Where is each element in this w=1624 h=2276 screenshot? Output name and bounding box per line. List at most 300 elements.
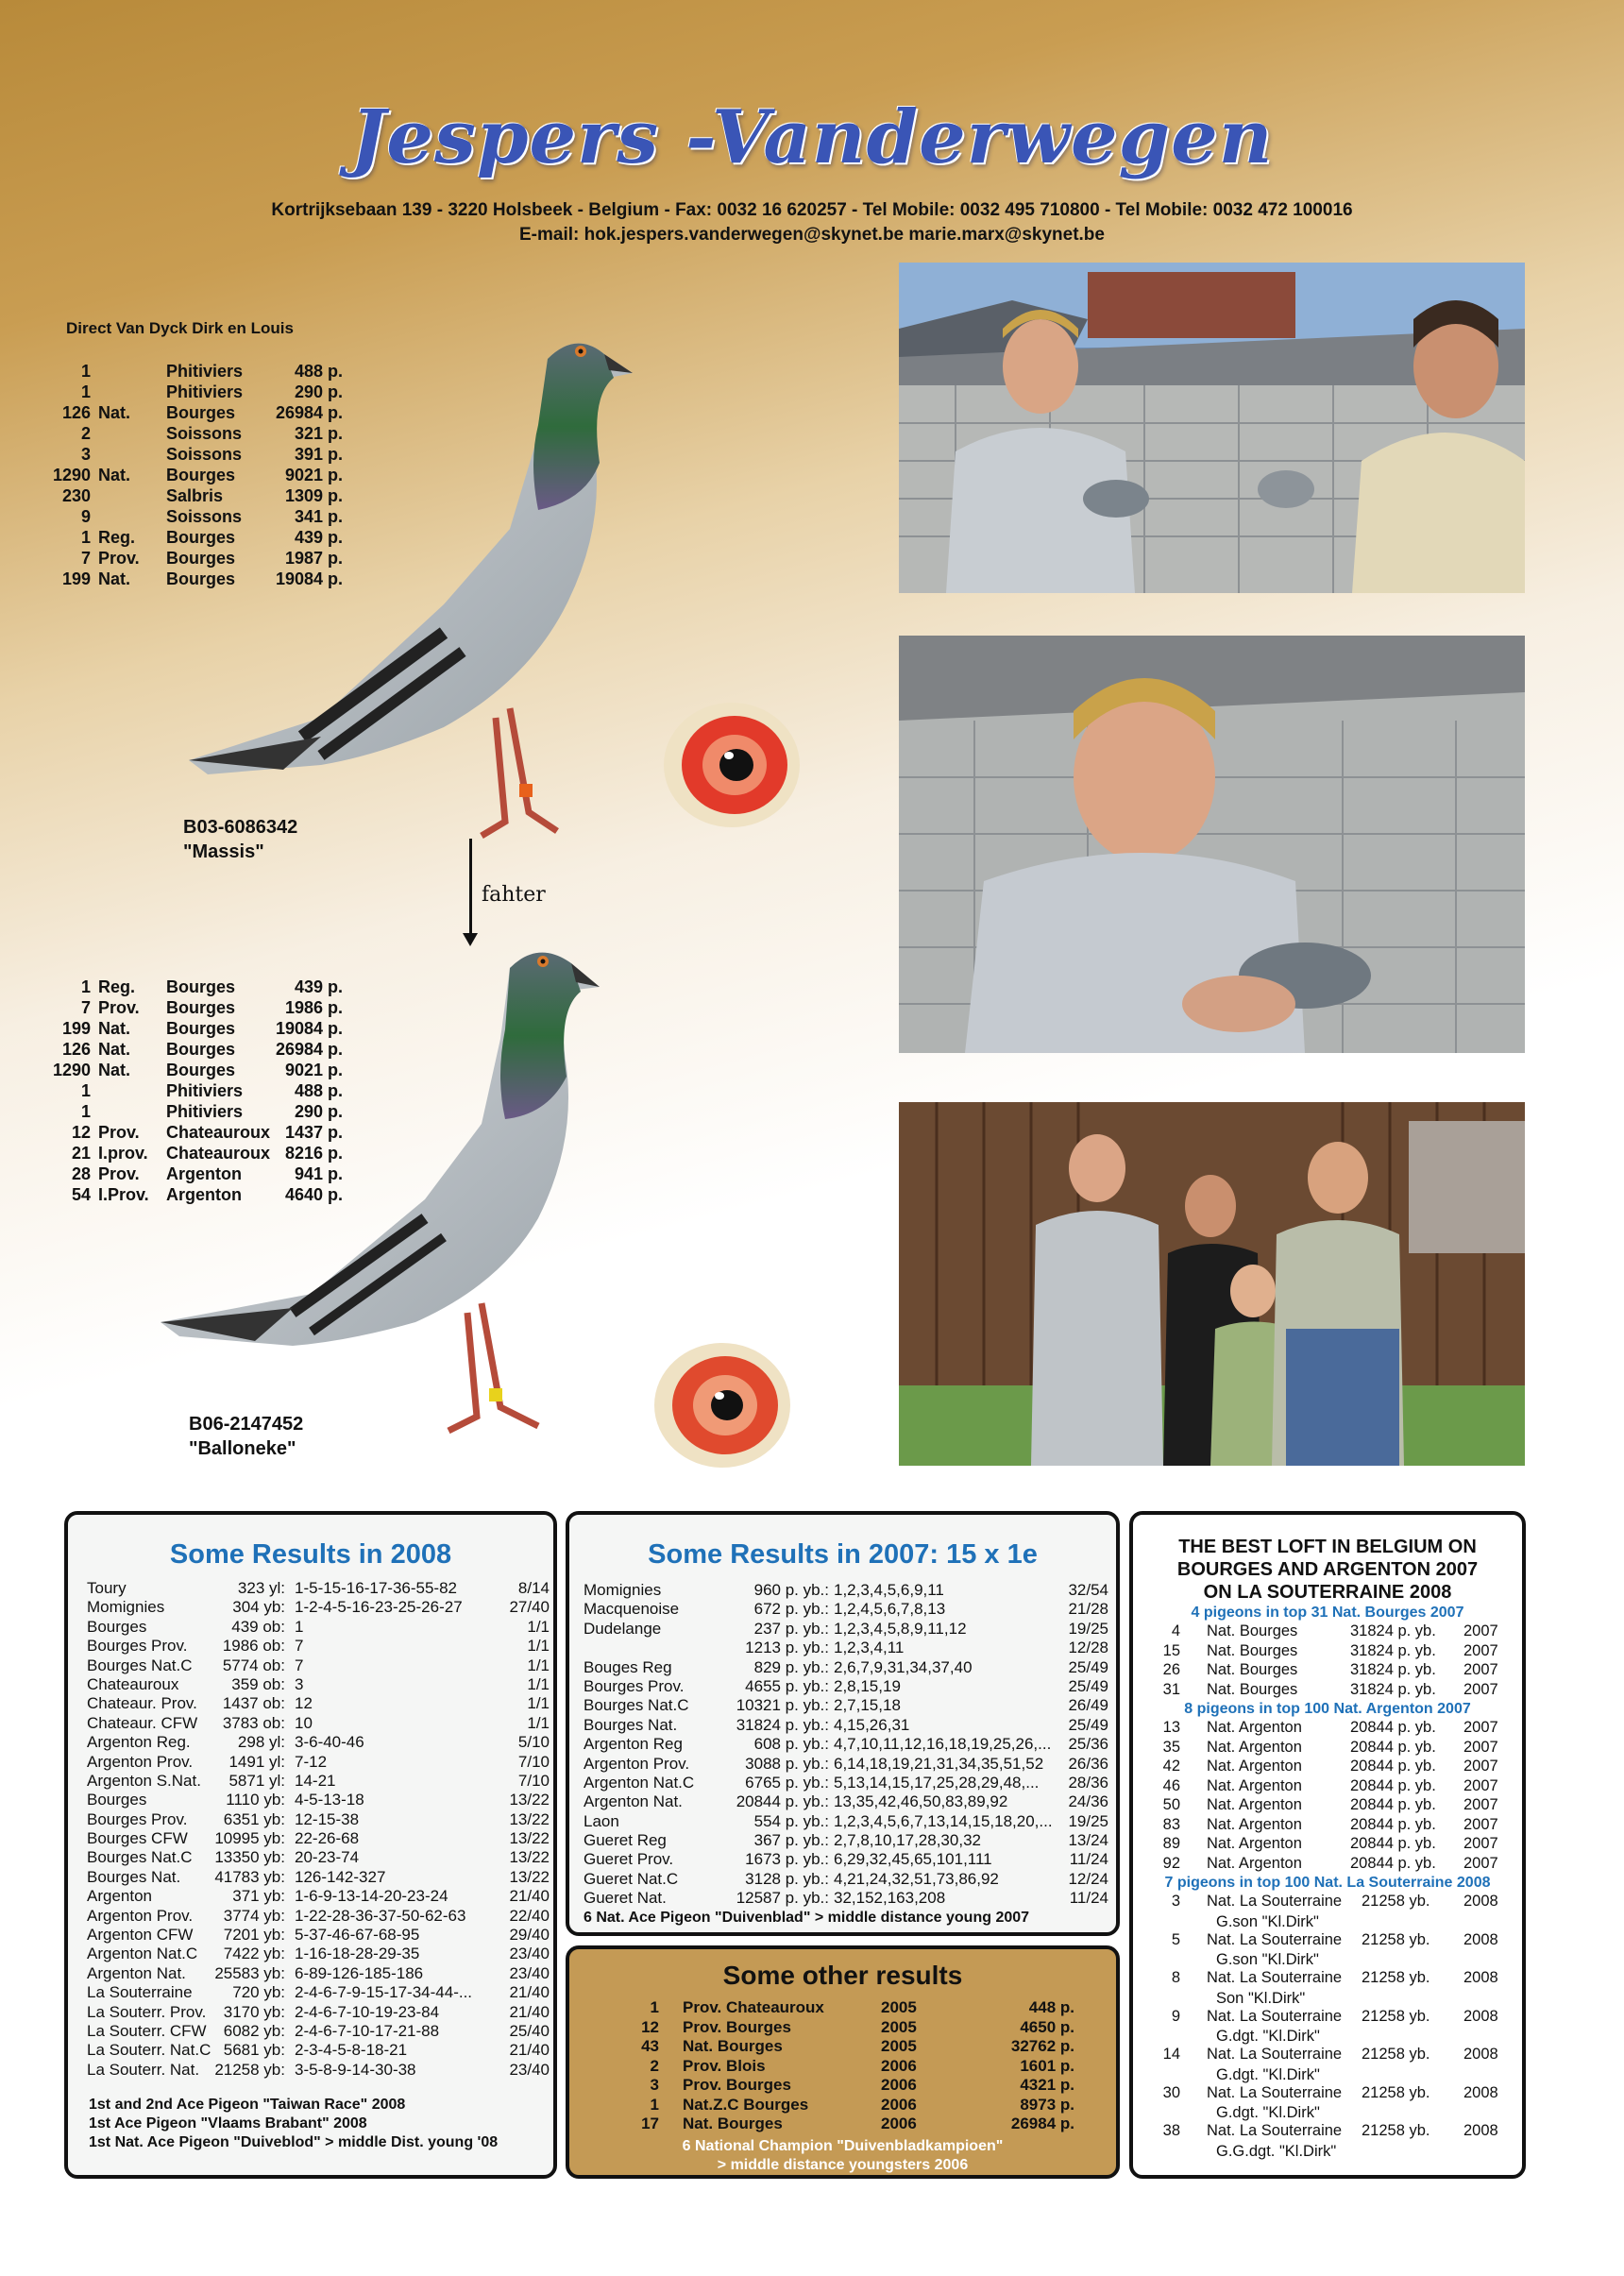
list-item (1142, 1758, 1513, 1777)
result-race: Bourges (166, 1019, 236, 1038)
result-race: Soissons (166, 424, 243, 443)
birds-cell: 1673 p. yb.: (745, 1850, 829, 1869)
birds-cell: 25583 yb: (214, 1963, 285, 1982)
score-cell: 26/36 (1068, 1754, 1108, 1773)
year-cell: 2007 (1463, 1719, 1498, 1736)
race-cell: Nat. Argenton (1207, 1719, 1302, 1736)
places-cell: 4,7,10,11,12,16,18,19,25,26,... (834, 1735, 1052, 1754)
rank-cell: 83 (1162, 1815, 1180, 1833)
year-cell: 2007 (1463, 1815, 1498, 1833)
table-row (87, 2041, 550, 2060)
race-cell: Nat. Argenton (1207, 1738, 1302, 1756)
birds-cell: 1601 p. (1020, 2056, 1074, 2075)
result-level: Reg. (98, 528, 136, 547)
list-item (1142, 1855, 1513, 1875)
table-row (584, 1870, 1112, 1889)
result-race: Soissons (166, 445, 243, 464)
birds-cell: 4655 p. yb.: (745, 1676, 829, 1695)
score-cell: 24/36 (1068, 1792, 1108, 1811)
result-race: Chateauroux (166, 1144, 271, 1163)
places-cell: 3 (295, 1674, 304, 1693)
year-cell: 2007 (1463, 1776, 1498, 1794)
year-cell: 2008 (1463, 1969, 1498, 1986)
birds-cell: 371 yb: (232, 1887, 285, 1906)
table-row (584, 1774, 1112, 1792)
year-cell: 2005 (881, 1998, 917, 2016)
table-row (584, 1696, 1112, 1715)
best-loft-list (1133, 1604, 1522, 2161)
race-cell: Argenton Nat. (87, 1963, 186, 1982)
list-item (1142, 2046, 1513, 2065)
birds-cell: 26984 p. (1010, 2115, 1074, 2132)
birds-cell: 298 yl: (237, 1733, 285, 1752)
year-cell: 2008 (1463, 1893, 1498, 1910)
result-level: Prov. (98, 549, 140, 568)
table-row (87, 1810, 550, 1829)
race-cell: Bourges (87, 1791, 147, 1809)
note-line: Son "Kl.Dirk" (1216, 1989, 1306, 2007)
race-cell: Argenton CFW (87, 1926, 194, 1945)
score-cell: 13/22 (509, 1829, 550, 1848)
result-birds: 439 p. (294, 977, 343, 996)
result-race: Argenton (166, 1164, 242, 1183)
places-cell: 2-4-6-7-10-19-23-84 (295, 2002, 440, 2021)
score-cell: 11/24 (1069, 1889, 1108, 1908)
list-item (1142, 1969, 1513, 1989)
result-rank: 1 (80, 1102, 91, 1121)
result-level: Nat. (98, 1061, 131, 1079)
race-cell: Nat. La Souterraine (1207, 1893, 1343, 1910)
score-cell: 12/24 (1068, 1869, 1108, 1888)
score-cell: 12/28 (1068, 1639, 1108, 1657)
race-cell: Momignies (584, 1581, 662, 1599)
score-cell: 25/36 (1068, 1735, 1108, 1754)
pigeon2-name: "Balloneke" (189, 1438, 296, 1459)
year-cell: 2007 (1463, 1738, 1498, 1756)
places-cell: 2-4-6-7-9-15-17-34-44-... (295, 1983, 473, 2002)
table-row (598, 2037, 1089, 2057)
places-cell: 6-89-126-185-186 (295, 1963, 424, 1982)
birds-cell: 31824 p. yb. (1350, 1622, 1436, 1639)
birds-cell: 21258 yb. (1362, 2046, 1430, 2063)
result-rank: 230 (61, 486, 91, 505)
table-row (87, 1887, 550, 1906)
birds-cell: 3128 p. yb.: (745, 1869, 829, 1888)
year-cell: 2007 (1463, 1854, 1498, 1872)
birds-cell: 20844 p. yb.: (736, 1792, 829, 1811)
score-cell: 7/10 (517, 1752, 550, 1771)
race-cell: La Souterr. Nat.C (87, 2041, 211, 2060)
places-cell: 20-23-74 (295, 1848, 360, 1867)
other-results-title: Some other results (722, 1961, 963, 1990)
score-cell: 23/40 (509, 2060, 550, 2079)
race-cell: Nat. Bourges (1207, 1622, 1298, 1639)
rank-cell: 1 (650, 1998, 659, 2016)
race-cell: Bourges Nat. (87, 1867, 181, 1886)
score-cell: 13/22 (509, 1791, 550, 1809)
places-cell: 2-4-6-7-10-17-21-88 (295, 2021, 440, 2040)
rank-cell: 38 (1162, 2122, 1180, 2139)
result-level: Nat. (98, 1019, 131, 1038)
note-line: G.son "Kl.Dirk" (1216, 1951, 1319, 1968)
rank-cell: 3 (1171, 1893, 1180, 1910)
result-birds: 1987 p. (284, 549, 343, 568)
birds-cell: 829 p. yb.: (753, 1657, 829, 1676)
rank-cell: 46 (1162, 1776, 1180, 1794)
results-2007-panel (566, 1511, 1120, 1936)
result-birds: 391 p. (294, 445, 343, 464)
best-head-line3: ON LA SOUTERRAINE 2008 (1203, 1582, 1452, 1603)
birds-cell: 31824 p. yb. (1350, 1661, 1436, 1678)
race-cell: Nat. Argenton (1207, 1854, 1302, 1872)
result-race: Bourges (166, 1061, 236, 1079)
race-cell: Argenton Nat.C (584, 1773, 695, 1792)
list-item (1142, 1719, 1513, 1739)
birds-cell: 5774 ob: (222, 1656, 285, 1674)
result-race: Bourges (166, 998, 236, 1017)
birds-cell: 3774 yb: (223, 1906, 285, 1925)
year-cell: 2008 (1463, 2007, 1498, 2025)
list-item (1142, 1893, 1513, 1912)
rank-cell: 92 (1162, 1854, 1180, 1872)
places-cell: 2,7,8,10,17,28,30,32 (834, 1831, 981, 1850)
birds-cell: 6765 p. yb.: (745, 1773, 829, 1792)
rank-cell: 26 (1162, 1661, 1180, 1678)
result-level: Prov. (98, 1123, 140, 1142)
birds-cell: 21258 yb: (214, 2060, 285, 2079)
race-cell: Prov. Chateauroux (683, 1998, 824, 2016)
rank-cell: 13 (1162, 1719, 1180, 1736)
note-line: G.dgt. "Kl.Dirk" (1216, 2065, 1320, 2083)
table-row (87, 1753, 550, 1772)
race-cell: Chateaur. CFW (87, 1713, 198, 1732)
result-race: Soissons (166, 507, 243, 526)
table-row (87, 1772, 550, 1791)
score-cell: 28/36 (1068, 1773, 1108, 1792)
results-2007-ace: 6 Nat. Ace Pigeon "Duivenblad" > middle distance young 2007 (584, 1910, 1030, 1926)
score-cell: 23/40 (509, 1963, 550, 1982)
result-race: Bourges (166, 1040, 236, 1059)
places-cell: 1,2,4,5,6,7,8,13 (834, 1600, 946, 1619)
result-birds: 9021 p. (284, 466, 343, 484)
places-cell: 4-5-13-18 (295, 1791, 364, 1809)
race-cell: Nat. La Souterraine (1207, 1969, 1343, 1986)
places-cell: 1-16-18-28-29-35 (295, 1945, 420, 1963)
rank-cell: 9 (1171, 2007, 1180, 2025)
birds-cell: 3170 yb: (223, 2002, 285, 2021)
table-row (87, 1656, 550, 1675)
result-race: Salbris (166, 486, 224, 505)
birds-cell: 608 p. yb.: (753, 1735, 829, 1754)
table-row (584, 1792, 1112, 1811)
birds-cell: 13350 yb: (214, 1848, 285, 1867)
birds-cell: 1437 ob: (222, 1694, 285, 1713)
other-results-table (598, 1998, 1089, 2134)
results-2008-table (87, 1579, 550, 2080)
table-row (584, 1850, 1112, 1869)
ace-line: 1st and 2nd Ace Pigeon "Taiwan Race" 2008 (89, 2097, 406, 2113)
table-row (584, 1889, 1112, 1908)
table-row (87, 1926, 550, 1945)
birds-cell: 1491 yl: (228, 1752, 285, 1771)
list-item (1142, 1739, 1513, 1758)
list-item (1142, 1661, 1513, 1681)
best-loft-panel (1129, 1511, 1526, 2179)
race-cell: Gueret Prov. (584, 1850, 674, 1869)
result-birds: 19084 p. (275, 1019, 343, 1038)
places-cell: 3-5-8-9-14-30-38 (295, 2060, 416, 2079)
score-cell: 1/1 (527, 1674, 550, 1693)
result-race: Bourges (166, 549, 236, 568)
race-cell: Nat. Argenton (1207, 1796, 1302, 1813)
result-level: Prov. (98, 1164, 140, 1183)
results-2007-table (584, 1581, 1112, 1909)
table-row (87, 2003, 550, 2022)
result-rank: 199 (61, 569, 91, 588)
table-row (87, 1579, 550, 1598)
table-row (584, 1831, 1112, 1850)
race-cell: Nat.Z.C Bourges (683, 2095, 809, 2114)
race-cell: Bourges CFW (87, 1829, 188, 1848)
race-cell: Nat. Bourges (683, 2037, 783, 2055)
lineage-label: Direct Van Dyck Dirk en Louis (66, 319, 294, 337)
score-cell: 25/40 (509, 2021, 550, 2040)
table-row (87, 1964, 550, 1983)
rank-cell: 42 (1162, 1758, 1180, 1775)
list-item (1142, 1835, 1513, 1855)
result-rank: 21 (71, 1144, 91, 1163)
table-row (87, 1983, 550, 2002)
places-cell: 1-5-15-16-17-36-55-82 (295, 1579, 457, 1597)
table-row (584, 1735, 1112, 1754)
race-cell: Nat. La Souterraine (1207, 2046, 1343, 2063)
rank-cell: 5 (1171, 1930, 1180, 1948)
table-row (87, 1791, 550, 1809)
birds-cell: 4321 p. (1020, 2076, 1074, 2094)
result-birds: 488 p. (294, 362, 343, 381)
result-rank: 7 (80, 998, 91, 1017)
score-cell: 25/49 (1068, 1657, 1108, 1676)
places-cell: 1,2,3,4,5,6,7,13,14,15,18,20,... (834, 1811, 1053, 1830)
score-cell: 25/49 (1068, 1715, 1108, 1734)
result-race: Bourges (166, 466, 236, 484)
contact-address: Kortrijksebaan 139 - 3220 Holsbeek - Belgium - Fax: 0032 16 620257 - Tel Mobile: 0032 495 710800 - Tel Mobile: 0032 472 100016 (271, 200, 1353, 220)
score-cell: 1/1 (527, 1617, 550, 1636)
score-cell: 1/1 (527, 1656, 550, 1674)
list-item (1142, 1777, 1513, 1797)
year-cell: 2006 (881, 2056, 917, 2075)
table-row (584, 1677, 1112, 1696)
places-cell: 6,14,18,19,21,31,34,35,51,52 (834, 1754, 1044, 1773)
score-cell: 25/49 (1068, 1676, 1108, 1695)
birds-cell: 20844 p. yb. (1350, 1776, 1436, 1794)
result-birds: 290 p. (294, 382, 343, 401)
table-row (584, 1812, 1112, 1831)
best-subtitle: 4 pigeons in top 31 Nat. Bourges 2007 (1191, 1605, 1464, 1621)
places-cell: 1,2,3,4,5,8,9,11,12 (834, 1619, 967, 1638)
score-cell: 11/24 (1069, 1850, 1108, 1869)
table-row (87, 1848, 550, 1867)
result-race: Argenton (166, 1185, 242, 1204)
birds-cell: 21258 yb. (1362, 2007, 1430, 2025)
score-cell: 13/22 (509, 1848, 550, 1867)
result-rank: 7 (80, 549, 91, 568)
year-cell: 2007 (1463, 1758, 1498, 1775)
race-cell: Nat. Bourges (683, 2115, 783, 2132)
note-line: G.dgt. "Kl.Dirk" (1216, 2028, 1320, 2045)
result-birds: 4640 p. (284, 1185, 343, 1204)
score-cell: 21/28 (1068, 1600, 1108, 1619)
rank-cell: 8 (1171, 1969, 1180, 1986)
table-row (584, 1620, 1112, 1639)
birds-cell: 20844 p. yb. (1350, 1854, 1436, 1872)
list-item (1142, 2122, 1513, 2142)
race-cell: Argenton Prov. (584, 1754, 690, 1773)
list-item (1142, 1642, 1513, 1662)
birds-cell: 20844 p. yb. (1350, 1758, 1436, 1775)
result-level: Reg. (98, 977, 136, 996)
birds-cell: 323 yl: (237, 1579, 285, 1597)
race-cell: Bourges Nat.C (87, 1656, 193, 1674)
birds-cell: 1986 ob: (222, 1637, 285, 1656)
note-line: G.G.dgt. "Kl.Dirk" (1216, 2142, 1337, 2160)
race-cell: Nat. Bourges (1207, 1680, 1298, 1698)
race-cell: Nat. La Souterraine (1207, 1930, 1343, 1948)
result-birds: 1986 p. (284, 998, 343, 1017)
year-cell: 2006 (881, 2115, 917, 2132)
race-cell: Gueret Nat. (584, 1889, 667, 1908)
rank-cell: 2 (650, 2056, 659, 2075)
birds-cell: 448 p. (1028, 1998, 1074, 2016)
champion-line2: > middle distance youngsters 2006 (717, 2157, 969, 2173)
other-results-panel (566, 1945, 1120, 2179)
result-level: Prov. (98, 998, 140, 1017)
rank-cell: 3 (650, 2076, 659, 2094)
birds-cell: 31824 p. yb. (1350, 1641, 1436, 1659)
result-race: Phitiviers (166, 382, 244, 401)
places-cell: 4,15,26,31 (834, 1715, 910, 1734)
race-cell: Bourges Nat. (584, 1715, 678, 1734)
birds-cell: 1213 p. yb.: (745, 1639, 829, 1657)
birds-cell: 3783 ob: (222, 1713, 285, 1732)
list-item (1142, 1796, 1513, 1816)
result-rank: 1 (80, 362, 91, 381)
score-cell: 8/14 (517, 1579, 550, 1597)
best-subtitle: 8 pigeons in top 100 Nat. Argenton 2007 (1184, 1701, 1471, 1717)
rank-cell: 43 (641, 2037, 659, 2055)
result-race: Phitiviers (166, 1102, 244, 1121)
birds-cell: 960 p. yb.: (753, 1581, 829, 1599)
year-cell: 2008 (1463, 1930, 1498, 1948)
places-cell: 32,152,163,208 (834, 1889, 946, 1908)
table-row (87, 1637, 550, 1656)
photo-family (899, 1102, 1525, 1466)
places-cell: 2,7,15,18 (834, 1696, 901, 1715)
result-race: Chateauroux (166, 1123, 271, 1142)
table-row (598, 2076, 1089, 2096)
birds-cell: 359 ob: (231, 1674, 285, 1693)
result-race: Bourges (166, 403, 236, 422)
result-level: I.Prov. (98, 1185, 149, 1204)
race-cell: Nat. La Souterraine (1207, 2083, 1343, 2101)
birds-cell: 41783 yb: (214, 1867, 285, 1886)
rank-cell: 12 (641, 2017, 659, 2036)
result-race: Phitiviers (166, 1081, 244, 1100)
result-birds: 19084 p. (275, 569, 343, 588)
places-cell: 5,13,14,15,17,25,28,29,48,... (834, 1773, 1040, 1792)
table-row (584, 1581, 1112, 1600)
places-cell: 7-12 (295, 1752, 328, 1771)
race-cell: Bourges Nat.C (87, 1848, 193, 1867)
race-cell: Chateauroux (87, 1674, 179, 1693)
table-row (87, 2022, 550, 2041)
birds-cell: 10321 p. yb.: (736, 1696, 829, 1715)
places-cell: 1,2,3,4,11 (834, 1639, 905, 1657)
rank-cell: 50 (1162, 1796, 1180, 1813)
places-cell: 12 (295, 1694, 313, 1713)
score-cell: 21/40 (509, 2002, 550, 2021)
year-cell: 2006 (881, 2095, 917, 2114)
results-2008-title: Some Results in 2008 (169, 1539, 452, 1570)
places-cell: 4,21,24,32,51,73,86,92 (834, 1869, 999, 1888)
result-birds: 26984 p. (275, 1040, 343, 1059)
table-row (584, 1755, 1112, 1774)
birds-cell: 6082 yb: (223, 2021, 285, 2040)
table-row (87, 1598, 550, 1617)
best-head-line2: BOURGES AND ARGENTON 2007 (1176, 1559, 1479, 1580)
result-level: Nat. (98, 569, 131, 588)
rank-cell: 14 (1162, 2046, 1180, 2063)
relation-label: fahter (482, 883, 546, 907)
year-cell: 2007 (1463, 1661, 1498, 1678)
rank-cell: 31 (1162, 1680, 1180, 1698)
table-row (87, 1829, 550, 1848)
result-birds: 941 p. (294, 1164, 343, 1183)
race-cell: Prov. Bourges (683, 2017, 791, 2036)
places-cell: 7 (295, 1656, 304, 1674)
result-birds: 290 p. (294, 1102, 343, 1121)
birds-cell: 21258 yb. (1362, 1930, 1430, 1948)
result-rank: 12 (71, 1123, 91, 1142)
result-level: Nat. (98, 1040, 131, 1059)
result-birds: 439 p. (294, 528, 343, 547)
result-level: I.prov. (98, 1144, 148, 1163)
race-cell: Gueret Reg (584, 1831, 667, 1850)
contact-email: E-mail: hok.jespers.vanderwegen@skynet.be marie.marx@skynet.be (519, 225, 1105, 245)
race-cell: Argenton Nat. (584, 1792, 683, 1811)
birds-cell: 672 p. yb.: (753, 1600, 829, 1619)
year-cell: 2007 (1463, 1641, 1498, 1659)
score-cell: 19/25 (1068, 1619, 1108, 1638)
table-row (598, 2018, 1089, 2038)
list-item (1142, 1816, 1513, 1836)
rank-cell: 35 (1162, 1738, 1180, 1756)
score-cell: 1/1 (527, 1694, 550, 1713)
places-cell: 1,2,3,4,5,6,9,11 (834, 1581, 944, 1599)
result-rank: 126 (61, 1040, 91, 1059)
result-birds: 1309 p. (284, 486, 343, 505)
birds-cell: 5871 yl: (228, 1771, 285, 1790)
race-cell: Argenton Prov. (87, 1752, 194, 1771)
race-cell: La Souterraine (87, 1983, 193, 2002)
pigeon1-illustration (132, 321, 699, 888)
places-cell: 12-15-38 (295, 1809, 360, 1828)
race-cell: Nat. Argenton (1207, 1776, 1302, 1794)
birds-cell: 7422 yb: (223, 1945, 285, 1963)
arrow-line (469, 839, 472, 938)
result-birds: 321 p. (294, 424, 343, 443)
year-cell: 2008 (1463, 2122, 1498, 2139)
